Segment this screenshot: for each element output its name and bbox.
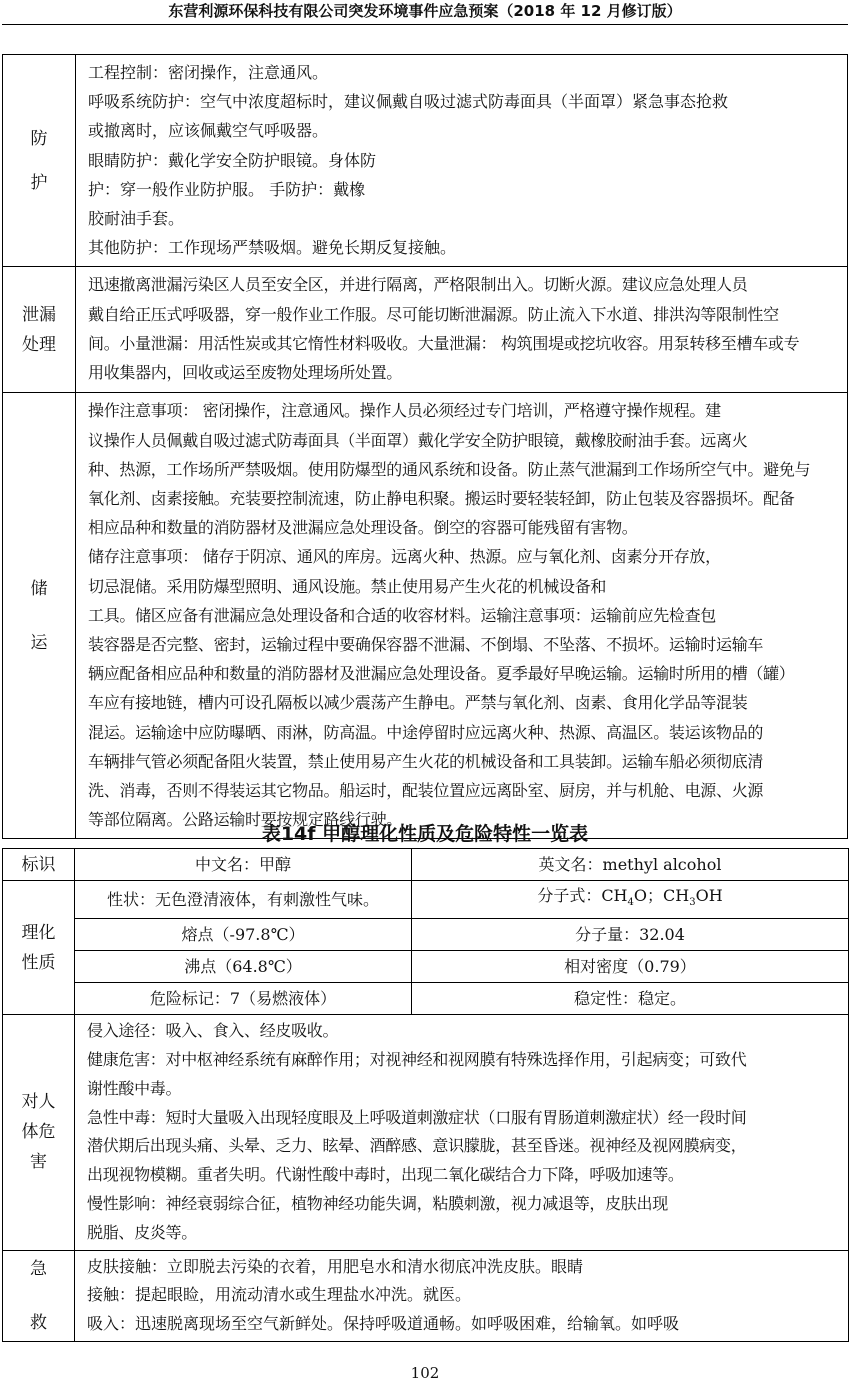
text-line: 间。小量泄漏：用活性炭或其它惰性材料吸收。大量泄漏： 构筑围堤或挖坑收容。用泵转移至槽车或专 (88, 333, 800, 353)
firstaid-label: 急 救 (3, 1250, 75, 1341)
text-line: 工程控制：密闭操作，注意通风。 (88, 63, 329, 82)
storage-content (76, 393, 848, 839)
text-line: 眼睛防护：戴化学安全防护眼镜。身体防 (88, 150, 377, 170)
text-line: 急性中毒：短时大量吸入出现轻度眼及上呼吸道刺激症状（口服有胃肠道刺激症状）经一段时间 (87, 1107, 747, 1127)
protection-row (3, 55, 848, 267)
cn-name-cell: 中文名：甲醇 (75, 849, 412, 881)
text-line: 胶耐油手套。 (88, 209, 185, 229)
text-line: 相应品种和数量的消防器材及泄漏应急处理设备。倒空的容器可能残留有害物。 (88, 518, 638, 538)
text-line: 护：穿一般作业防护服。 手防护：戴橡 (88, 179, 366, 199)
text-line: 吸入：迅速脱离现场至空气新鲜处。保持呼吸道通畅。如呼吸困难，给输氧。如呼吸 (87, 1314, 680, 1334)
density-cell: 相对密度（0.79） (412, 951, 849, 983)
leak-content (76, 267, 848, 393)
text-line: 出现视物模糊。重者失明。代谢性酸中毒时，出现二氧化碳结合力下降，呼吸加速等。 (87, 1165, 684, 1185)
text-line: 议操作人员佩戴自吸过滤式防毒面具（半面罩）戴化学安全防护眼镜，戴橡胶耐油手套。远离火 (88, 430, 748, 450)
text-line: 等部位隔离。公路运输时要按规定路线行驶。 (88, 810, 403, 830)
text-line: 呼吸系统防护：空气中浓度超标时，建议佩戴自吸过滤式防毒面具（半面罩）紧急事态抢救 (88, 92, 729, 112)
text-line: 慢性影响：神经衰弱综合征，植物神经功能失调，粘膜刺激，视力减退等，皮肤出现 (87, 1193, 668, 1213)
text-line: 用收集器内，回收或运至废物处理场所处置。 (88, 363, 403, 383)
text-line: 其他防护：工作现场严禁吸烟。避免长期反复接触。 (88, 238, 457, 258)
text-line: 车应有接地链，槽内可设孔隔板以减少震荡产生静电。严禁与氧化剂、卤素、食用化学品等混装 (88, 693, 748, 713)
text-line: 种、热源，工作场所严禁吸烟。使用防爆型的通风系统和设备。防止蒸气泄漏到工作场所空气中。避免与 (88, 459, 811, 479)
formula-cell: 分子式：$CH_4O$；$CH_3OH$ (412, 881, 849, 919)
firstaid-content (75, 1250, 849, 1341)
identity-label: 标识 (3, 849, 75, 881)
physchem-row (3, 951, 849, 983)
text-line: 切忌混储。采用防爆型照明、通风设施。禁止使用易产生火花的机械设备和 (88, 576, 607, 596)
text-line: 或撤离时，应该佩戴空气呼吸器。 (88, 121, 329, 141)
text-line: 接触：提起眼睑，用流动清水或生理盐水冲洗。就医。 (87, 1285, 472, 1305)
chemical-info-table-continued (2, 54, 848, 839)
molecular-weight-cell: 分子量：32.04 (412, 919, 849, 951)
appearance-cell: 性状：无色澄清液体，有刺激性气味。 (75, 881, 412, 919)
physchem-row (3, 919, 849, 951)
text-line: 侵入途径：吸入、食入、经皮吸收。 (87, 1021, 339, 1041)
physchem-row (3, 881, 849, 919)
text-line: 工具。储区应备有泄漏应急处理设备和合适的收容材料。运输注意事项：运输前应先检查包 (88, 605, 717, 625)
protection-content (76, 55, 848, 267)
health-row (3, 1015, 849, 1250)
firstaid-row (3, 1250, 849, 1341)
storage-row (3, 393, 848, 839)
health-content (75, 1015, 849, 1250)
stability-cell: 稳定性：稳定。 (412, 983, 849, 1015)
header-divider (2, 24, 848, 25)
en-name-cell: 英文名：methyl alcohol (412, 849, 849, 881)
identity-row (3, 849, 849, 881)
melting-point-cell: 熔点（-97.8℃） (75, 919, 412, 951)
leak-row (3, 267, 848, 393)
health-label: 对人 体危 害 (3, 1015, 75, 1250)
text-line: 储存注意事项： 储存于阴凉、通风的库房。远离火种、热源。应与氧化剂、卤素分开存放， (88, 547, 721, 567)
storage-label: 储 运 (3, 393, 76, 839)
text-line: 健康危害：对中枢神经系统有麻醉作用；对视神经和视网膜有特殊选择作用，引起病变；可致代 (87, 1049, 747, 1069)
text-line: 脱脂、皮炎等。 (87, 1222, 197, 1242)
text-line: 车辆排气管必须配备阻火装置，禁止使用易产生火花的机械设备和工具装卸。运输车船必须彻底清 (88, 751, 764, 771)
page-number: 102 (410, 1364, 440, 1382)
table-caption: 表14f 甲醇理化性质及危险特性一览表 (261, 823, 589, 845)
text-line: 操作注意事项： 密闭操作，注意通风。操作人员必须经过专门培训，严格遵守操作规程。建 (88, 401, 721, 421)
text-line: 谢性酸中毒。 (87, 1078, 182, 1098)
text-line: 辆应配备相应品种和数量的消防器材及泄漏应急处理设备。夏季最好早晚运输。运输时所用的槽（罐） (88, 664, 795, 684)
text-line: 迅速撤离泄漏污染区人员至安全区，并进行隔离，严格限制出入。切断火源。建议应急处理人员 (88, 275, 748, 295)
hazard-mark-cell: 危险标记：7（易燃液体） (75, 983, 412, 1015)
text-line: 戴自给正压式呼吸器，穿一般作业工作服。尽可能切断泄漏源。防止流入下水道、排洪沟等限制性空 (88, 304, 779, 324)
methanol-properties-table (2, 848, 849, 1342)
text-line: 装容器是否完整、密封，运输过程中要确保容器不泄漏、不倒塌、不坠落、不损坏。运输时运输车 (88, 635, 764, 655)
protection-label: 防 护 (3, 55, 76, 267)
page-header: 东营利源环保科技有限公司突发环境事件应急预案（2018 年 12 月修订版） (168, 2, 682, 20)
text-line: 混运。运输途中应防曝晒、雨淋，防高温。中途停留时应远离火种、热源、高温区。装运该物品的 (88, 722, 764, 742)
boiling-point-cell: 沸点（64.8℃） (75, 951, 412, 983)
leak-label: 泄漏 处理 (3, 267, 76, 393)
physchem-label: 理化 性质 (3, 881, 75, 1015)
text-line: 洗、消毒，否则不得装运其它物品。船运时，配装位置应远离卧室、厨房，并与机舱、电源、火源 (88, 781, 764, 801)
physchem-row (3, 983, 849, 1015)
text-line: 潜伏期后出现头痛、头晕、乏力、眩晕、酒醉感、意识朦胧，甚至昏迷。视神经及视网膜病变， (87, 1136, 747, 1156)
text-line: 氧化剂、卤素接触。充装要控制流速，防止静电积聚。搬运时要轻装轻卸，防止包装及容器损坏。配备 (88, 489, 795, 509)
text-line: 皮肤接触：立即脱去污染的衣着，用肥皂水和清水彻底冲洗皮肤。眼睛 (87, 1256, 584, 1276)
